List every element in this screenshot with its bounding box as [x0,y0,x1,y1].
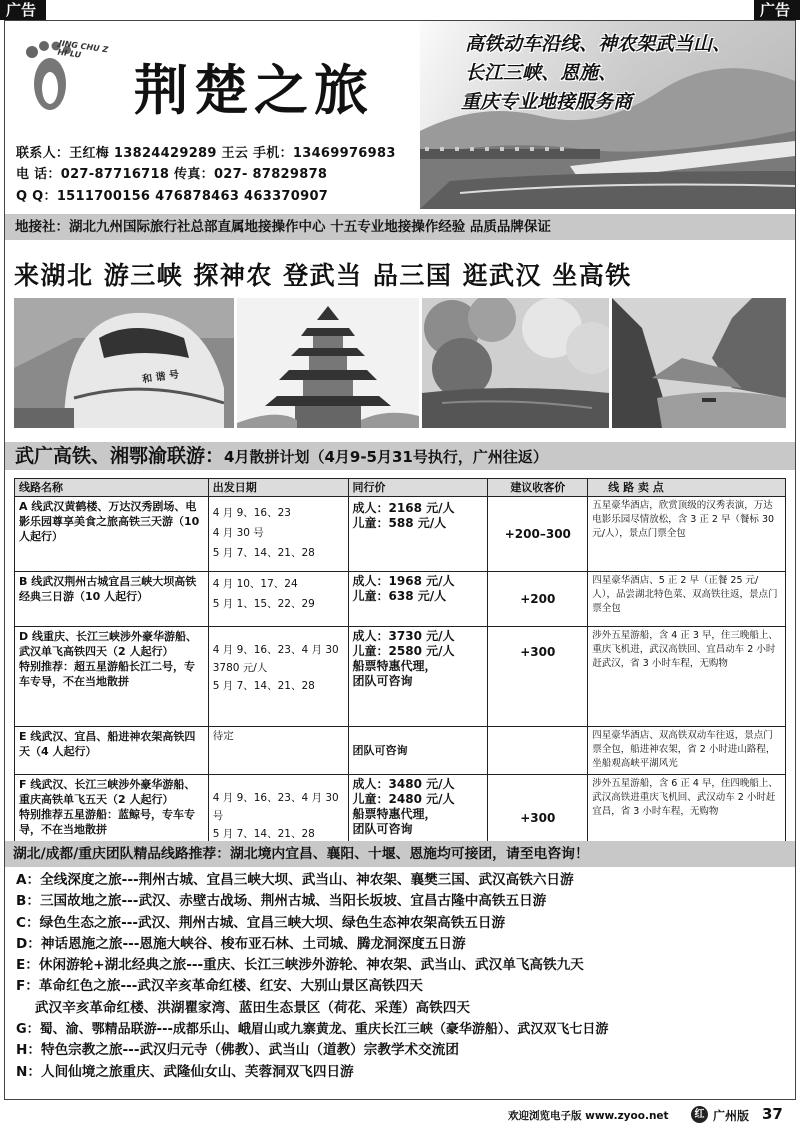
route-price [348,627,488,727]
agency-strip: 地接社：湖北九州国际旅行社总部直属地接操作中心 十五专业地接操作经验 品质品牌保证 [5,214,795,240]
date-line: 4 月 9、16、23、4 月 30 号 [212,792,339,822]
footer-badge-icon: 红 [691,1106,708,1123]
route-suggested-markup: +200 [488,572,588,627]
col-header-route: 线路名称 [15,479,209,497]
price-line: 船票特惠代理， [352,659,437,673]
price-line: 成人：1968 元/人 [352,574,455,588]
route-title: D 线重庆、长江三峡涉外豪华游船、武汉单飞高铁四天（2 人起行） [19,630,197,658]
list-item: H：特色宗教之旅---武汉归元寺（佛教）、武当山（道教）宗教学术交流团 [16,1042,459,1059]
col-header-suggested-price: 建议收客价 [488,479,588,497]
route-price [348,572,488,627]
routes-table [14,478,786,863]
list-item: N：人间仙境之旅重庆、武隆仙女山、芙蓉洞双飞四日游 [16,1063,354,1080]
page-footer [0,1104,800,1125]
date-line: 4 月 9、16、23 [212,507,291,519]
plan-strip [5,442,795,470]
list-item: B：三国故地之旅---武汉、赤壁古战场、荆州古城、当阳长坂坡、宜昌古隆中高铁五日游 [16,893,547,910]
route-highlights: 四星豪华酒店、双高铁双动车往返，景点门票全包，船进神农架，省 2 小时进山路程，坐船观高峡平湖风光 [588,727,786,775]
route-name: A 线武汉黄鹤楼、万达汉秀剧场、电影乐园尊享美食之旅高铁三天游（10 人起行） [15,497,209,572]
brand-slogan [461,30,785,117]
photo-yellow-crane-tower [237,298,419,428]
date-line: 4 月 9、16、23、4 月 30 3780 元/人 [212,644,339,674]
slogan-line-1: 高铁动车沿线、神农架武当山、 [465,33,732,55]
date-line: 4 月 30 号 [212,527,264,539]
table-row [15,572,786,627]
route-suggested-markup [488,727,588,775]
list-item: C：绿色生态之旅---武汉、荆州古城、宜昌三峡大坝、绿色生态神农架高铁五日游 [16,914,506,931]
plan-title-main: 武广高铁、湘鄂渝联游： [15,445,225,467]
price-line: 成人：3730 元/人 [352,629,455,643]
route-name: B 线武汉荆州古城宜昌三峡大坝高铁经典三日游（10 人起行） [15,572,209,627]
list-item: D：神话恩施之旅---恩施大峡谷、梭布亚石林、土司城、腾龙洞深度五日游 [16,935,466,952]
price-line: 儿童：2580 元/人 [352,644,455,658]
contact-line-phone: 电 话：027-87716718 传真：027- 87829878 [16,167,328,182]
route-price [348,727,488,775]
headline-slogan: 来湖北 游三峡 探神农 登武当 品三国 逛武汉 坐高铁 [14,261,632,290]
route-highlights: 涉外五星游船，含 4 正 3 早，住三晚船上、重庆飞机进，武汉高铁回、宜昌动车 2 小时赶武汉，省 3 小时车程，无购物 [588,627,786,727]
route-price [348,497,488,572]
route-suggested-markup: +200–300 [488,497,588,572]
photo-lake-blossoms [422,298,609,428]
plan-title-detail: 4月散拼计划（4月9-5月31号执行，广州往返） [224,448,548,466]
route-highlights: 四星豪华酒店、5 正 2 早（正餐 25 元/人），品尝湖北特色菜、双高铁往返，景点门票全包 [588,572,786,627]
table-row [15,627,786,727]
col-header-highlights: 线 路 卖 点 [588,479,786,497]
date-line: 5 月 1、15、22、29 [212,598,315,610]
ad-label-left: 广告 [0,0,46,20]
route-suggested-markup: +300 [488,627,588,727]
route-name: E 线武汉、宜昌、船进神农架高铁四天（4 人起行） [15,727,209,775]
slogan-line-3: 重庆专业地接服务商 [461,91,633,113]
price-line: 团队可咨询 [352,822,413,836]
page-number: 37 [762,1105,783,1123]
date-line: 5 月 7、14、21、28 [212,828,315,840]
price-line: 儿童：2480 元/人 [352,792,455,806]
contact-line-names: 联系人：王红梅 13824429289 王云 手机：13469976983 [16,146,396,161]
price-line: 团队可咨询 [352,744,408,757]
footer-site-text[interactable]: 欢迎浏览电子版 www.zyoo.net [508,1110,669,1122]
route-dates [208,627,348,727]
route-dates [208,497,348,572]
route-special: 特别推荐五星游船：蓝鲸号，专车专导，不在当地散拼 [19,808,195,836]
price-line: 儿童：588 元/人 [352,516,447,530]
slogan-line-2: 长江三峡、恩施、 [465,62,618,84]
col-header-dates: 出发日期 [208,479,348,497]
route-highlights: 涉外五星游船，含 6 正 4 早，住四晚船上、武汉高铁进重庆飞机回、武汉动车 2 小时赶宜昌，省 3 小时车程，无购物 [588,775,786,863]
footprint-logo [14,34,110,114]
col-header-peer-price: 同行价 [348,479,488,497]
route-dates [208,572,348,627]
footer-edition: 广州版 [713,1109,750,1123]
list-item: E：休闲游轮+湖北经典之旅---重庆、长江三峡涉外游轮、神农架、武当山、武汉单飞高铁九天 [16,957,584,974]
table-row [15,497,786,572]
route-name [15,627,209,727]
route-suggested-markup: +300 [488,775,588,863]
ad-label-right: 广告 [754,0,800,20]
table-row [15,727,786,775]
brand-title: 荆楚之旅 [134,59,374,122]
photo-high-speed-train [14,298,234,428]
list-item: 武汉辛亥革命红楼、洪湖瞿家湾、蓝田生态景区（荷花、采莲）高铁四天 [16,999,470,1016]
price-line: 船票特惠代理， [352,807,437,821]
train-logo-text: 和 谐 号 [141,369,180,386]
date-line: 5 月 7、14、21、28 [212,680,315,692]
route-dates: 待定 [208,727,348,775]
price-line: 儿童：638 元/人 [352,589,447,603]
price-line: 团队可咨询 [352,674,413,688]
recommendation-list [16,870,786,1083]
route-title: F 线武汉、长江三峡涉外豪华游船、重庆高铁单飞五天（2 人起行） [19,778,196,806]
group-tour-strip: 湖北/成都/重庆团队精品线路推荐：湖北境内宜昌、襄阳、十堰、恩施均可接团，请至电咨询！ [5,841,795,867]
logo-text: JING CHU ZHI LU [56,38,109,60]
route-highlights: 五星豪华酒店，欣赏顶级的汉秀表演，万达电影乐园尽情放松，含 3 正 2 早（餐标 30 元/人），景点门票全包 [588,497,786,572]
price-line: 成人：3480 元/人 [352,777,455,791]
date-line: 4 月 10、17、24 [212,578,298,590]
price-line: 成人：2168 元/人 [352,501,455,515]
list-item: G：蜀、渝、鄂精品联游---成都乐山、峨眉山或九寨黄龙、重庆长江三峡（豪华游船）、武汉双飞七日游 [16,1022,609,1038]
date-line: 5 月 7、14、21、28 [212,547,315,559]
photo-three-gorges [612,298,786,428]
route-special: 特别推荐：超五星游船长江二号，专车专导，不在当地散拼 [19,660,195,688]
contact-line-qq: Q Q：1511700156 476878463 463370907 [16,189,329,204]
list-item: F：革命红色之旅---武汉辛亥革命红楼、红安、大别山景区高铁四天 [16,978,423,995]
list-item: A：全线深度之旅---荆州古城、宜昌三峡大坝、武当山、神农架、襄樊三国、武汉高铁六日游 [16,872,574,888]
table-header-row [15,479,786,497]
